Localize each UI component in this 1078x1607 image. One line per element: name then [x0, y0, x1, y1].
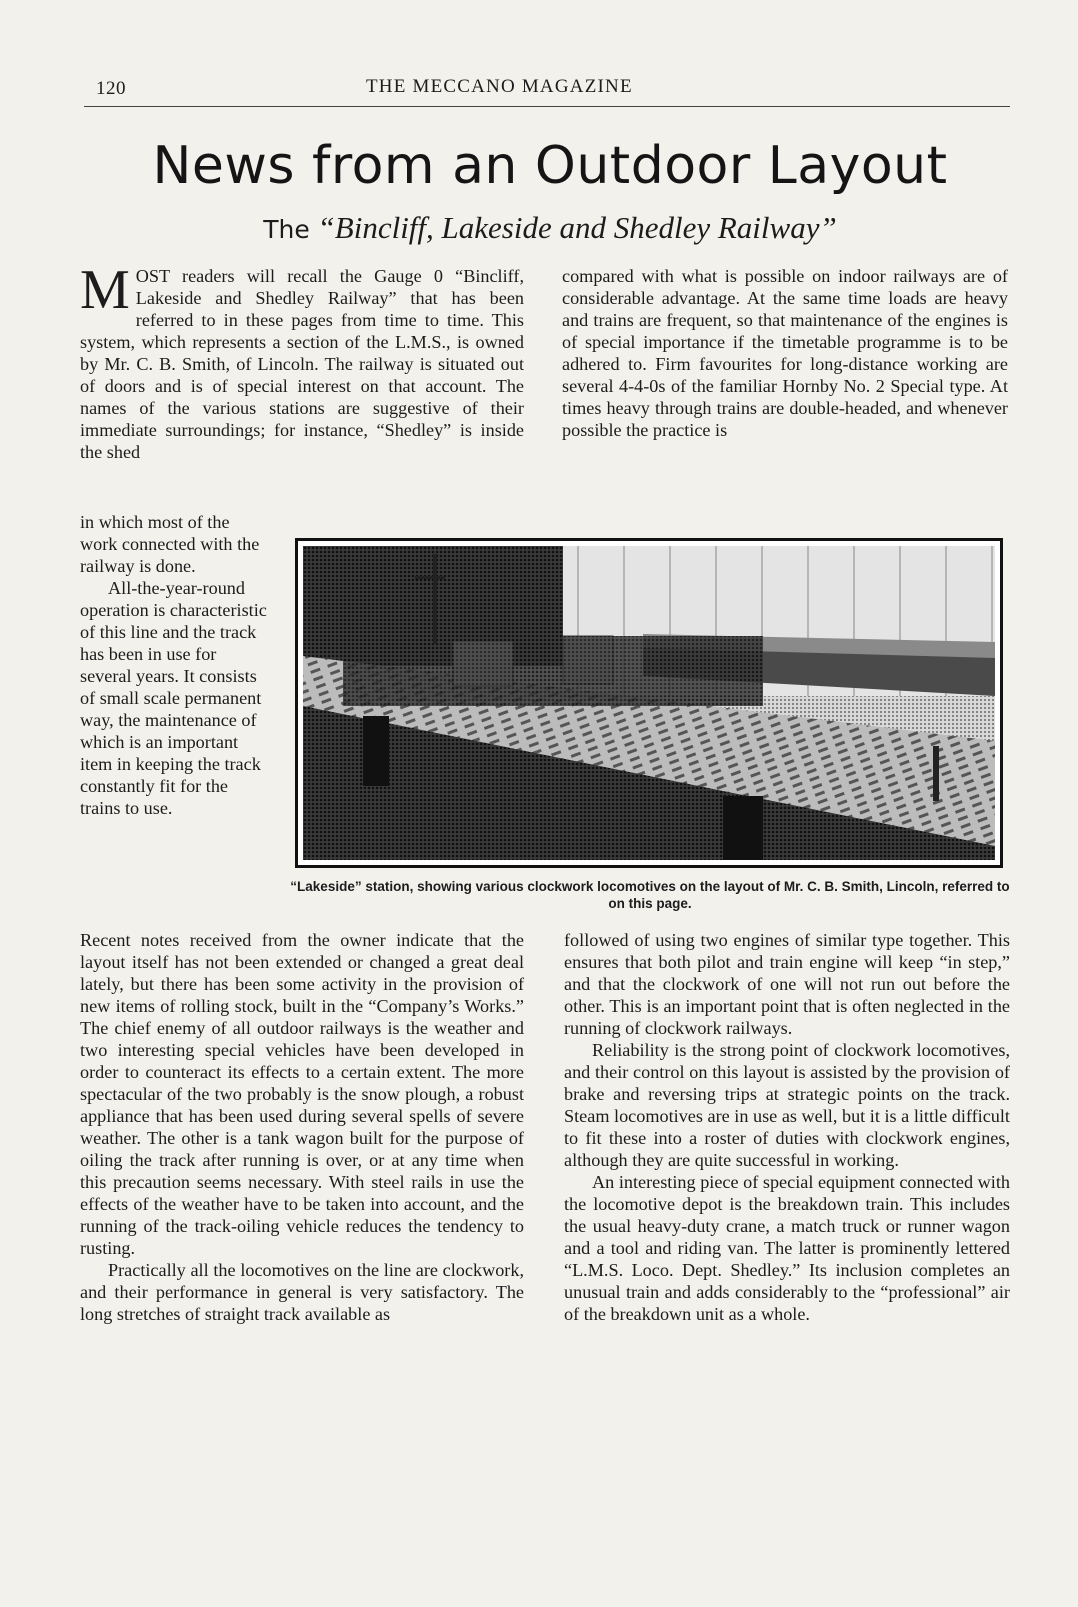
- subtitle-prefix: The: [263, 215, 310, 244]
- subtitle-railway-name: “Bincliff, Lakeside and Shedley Railway”: [317, 210, 837, 245]
- drop-cap: M: [80, 259, 130, 321]
- station-photo: [295, 538, 1003, 868]
- column-left-top: [80, 259, 524, 463]
- magazine-title: THE MECCANO MAGAZINE: [366, 76, 633, 97]
- column-left-narrow: [80, 511, 268, 819]
- paragraph-recent-notes: Recent notes received from the owner indicate that the layout itself has not been extended or changed a great deal lately, but there has been some activity in the provision of new items of rolling stock, built in the “Company’s Works.” The chief enemy of all outdoor railways is the weather and two interesting special vehicles have been developed in order to counteract its effects to a certain extent. The more spectacular of the two probably is the snow plough, a robust appliance that has been used during several spells of severe weather. The other is a tank wagon built for the purpose of oiling the track after running is over, or at any time when this precaution seems necessary. With steel rails in use the effects of the weather have to be taken into account, and the running of the track-oiling vehicle reduces the tendency to rusting.: [80, 930, 524, 1258]
- paragraph-reliability: Reliability is the strong point of clockwork locomotives, and their control on this layout is assisted by the provision of brake and reversing trips at strategic points on the track. Steam locomotives are in use as well, but it is a little difficult to fit these into a roster of duties with clockwork engines, although they are quite successful in working.: [564, 1040, 1010, 1170]
- column-left-bottom: [80, 929, 524, 1325]
- column-right-top: [562, 265, 1008, 441]
- paragraph-all-year: All-the-year-round operation is characteristic of this line and the track has been in use for several years. It consists of small scale permanent way, the maintenance of which is an important item in keeping the track constantly fit for the trains to use.: [80, 578, 267, 818]
- station-photo-image: [303, 546, 995, 860]
- paragraph-breakdown-train: An interesting piece of special equipment connected with the locomotive depot is the breakdown train. This includes the usual heavy-duty crane, a match truck or runner wagon and a tool and riding van. The latter is prominently lettered “L.M.S. Loco. Dept. Shedley.” Its inclusion completes an unusual train and adds considerably to the “professional” air of the breakdown unit as a whole.: [564, 1172, 1010, 1324]
- page-number: 120: [96, 78, 126, 99]
- paragraph-intro: [80, 259, 524, 463]
- article-title: News from an Outdoor Layout: [152, 136, 948, 196]
- running-head: [84, 74, 1010, 104]
- paragraph-intro-text: OST readers will recall the Gauge 0 “Bincliff, Lakeside and Shedley Railway” that has been referred to in these pages from time to time. This system, which represents a section of the L.M.S., is owned by Mr. C. B. Smith, of Lincoln. The railway is situated out of doors and is of special interest on that account. The names of the various stations are suggestive of their immediate surroundings; for instance, “Shedley” is inside the shed: [80, 266, 524, 462]
- header-rule: [84, 106, 1010, 107]
- paragraph-double-heading: followed of using two engines of similar type together. This ensures that both pilot and train engine will keep “in step,” and that the clockwork of one will not run out before the other. This is an important point that is often neglected in the running of clockwork railways.: [564, 930, 1010, 1038]
- paragraph-shed-continued: in which most of the work connected with the railway is done.: [80, 512, 260, 576]
- paragraph-right-top: compared with what is possible on indoor railways are of considerable advantage. At the same time loads are heavy and trains are frequent, so that maintenance of the engines is of special importance if the timetable programme is to be adhered to. Firm favourites for long-distance working are several 4-4-0s of the familiar Hornby No. 2 Special type. At times heavy through trains are double-headed, and whenever possible the practice is: [562, 266, 1008, 440]
- article-subtitle: [100, 208, 1000, 250]
- column-right-bottom: [564, 929, 1010, 1325]
- photo-caption: “Lakeside” station, showing various clockwork locomotives on the layout of Mr. C. B. Smith, Lincoln, referred to on this page.: [290, 879, 1010, 911]
- paragraph-clockwork: Practically all the locomotives on the line are clockwork, and their performance in general is very satisfactory. The long stretches of straight track available as: [80, 1260, 524, 1324]
